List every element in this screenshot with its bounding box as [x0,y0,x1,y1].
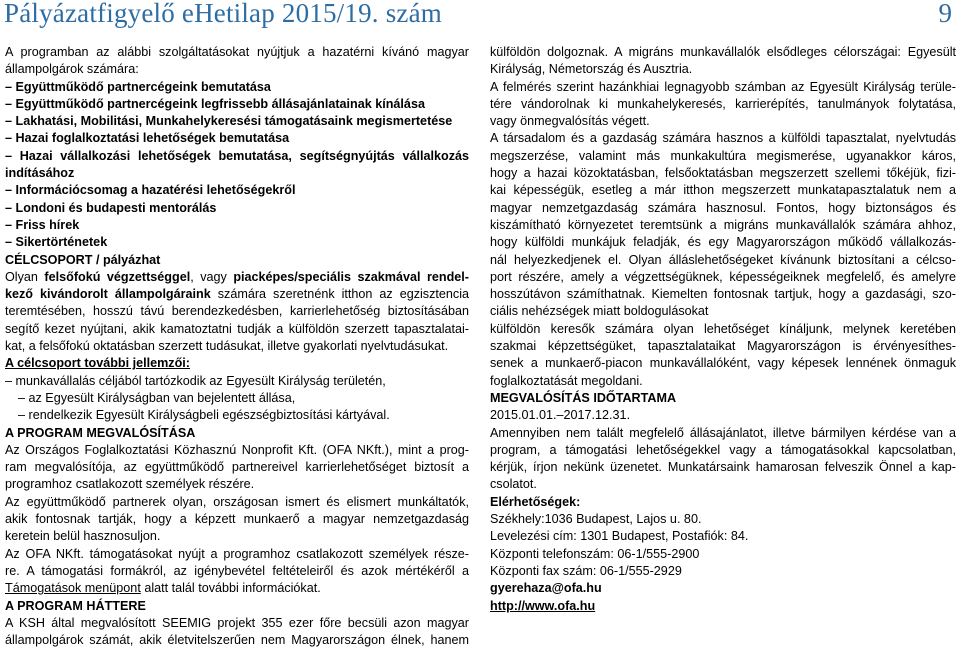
body-text: ciális nehézségek miatt boldogulásokat [490,304,709,319]
service-item: – Hazai foglalkoztatási lehetőségek bemutatása [5,131,290,146]
contact-phone: Központi telefonszám: 06-1/555-2900 [490,546,700,561]
body-text: tére vándorolnak ki munkahelykeresés, karrierépítés, tanulmányok folytatása, [490,96,956,111]
implementation-text: Az OFA NKft. támogatásokat nyújt a programhoz csatlakozott személyek része- [5,546,469,561]
target-group-text: segítő kezet nyújtani, akik kamatoztatni tudják a külföldön szerzett tapasztalatai- [5,321,469,336]
body-text: foglalkoztatását megoldani. [490,373,643,388]
target-group-text: kat, a felsőfokú oktatásban szerzett tudásukat, illetve gyakorlati nyelvtudásukat. [5,339,449,354]
characteristic-item: – rendelkezik Egyesült Királyságbeli egészségbiztosítási kártyával. [18,408,390,423]
implementation-text: ram megvalósítója, az együttműködő partnereivel karrierlehetőséget biztosít a [5,460,469,475]
body-text: Királyság, Németország és Ausztria. [490,62,693,77]
characteristic-item: – az Egyesült Királyságban van bejelentett állása, [18,390,296,405]
service-item: – Sikertörténetek [5,235,108,250]
body-text: külföldön dolgoznak. A migráns munkavállalók elsődleges célországai: Egyesült [490,45,956,59]
page-header [0,0,960,38]
body-text: hosszútávon számíthatnak. Kiemelten fontosnak tartjuk, hogy a gazdasági, szo- [490,287,956,302]
implementation-text: Támogatások menüpont alatt talál további információkat. [5,581,321,596]
body-text: program, a támogatási lehetőségekkel vagy a támogatásokkal kapcsolatban, [490,442,956,457]
contact-fax: Központi fax szám: 06-1/555-2929 [490,563,682,578]
body-text: senek a munkaerő-piacon munkavállalóként, vagy képesek lennének önmaguk [490,356,956,371]
body-text: magyar nemzetgazdaság számára hasznosul. Fontos, hogy biztonságos és [490,200,956,215]
background-heading: A PROGRAM HÁTTERE [5,598,146,613]
service-item: – Londoni és budapesti mentorálás [5,200,217,215]
target-group-text: Olyan felsőfokú végzettséggel, vagy piacképes/speciális szakmával rendel- [5,269,469,284]
body-text: hogy külföldi munkájuk feladják, és egy Magyarországon működő vállalkozás- [490,235,956,250]
background-text: állampolgárok számát, akik életvitelszerűen nem Magyarországon élnek, hanem [5,633,469,648]
implementation-text: Az Országos Foglalkoztatási Közhasznú Nonprofit Kft. (OFA NKft.), mint a prog- [5,442,469,457]
contact-heading: Elérhetőségek: [490,494,581,509]
website-link[interactable]: http://www.ofa.hu [490,598,596,613]
support-menu-link[interactable]: Támogatások menüpont [5,581,141,596]
body-text: megszerzése, valamint más munkakultúra megismerése, ugyanakkor káros, [490,148,956,163]
target-group-text: teremtésében, hosszú távú berendezkedésben, karrierlehetőség biztosításában [5,304,469,319]
duration-heading: MEGVALÓSÍTÁS IDŐTARTAMA [490,390,677,405]
implementation-text: re. A támogatási formákról, az igénybevétel feltételeiről és azok mértékéről a [5,563,469,578]
implementation-heading: A PROGRAM MEGVALÓSÍTÁSA [5,425,196,440]
left-column [5,44,469,649]
service-item: – Lakhatási, Mobilitási, Munkahelykeresési támogatásaink megismertetése [5,114,453,129]
target-group-text: kező kivándorolt állampolgáraink számára szeretnénk itthon az egzisztencia [5,287,469,302]
body-text: vagy önmegvalósítás végett. [490,114,650,129]
intro-text: A programban az alábbi szolgáltatásokat nyújtjuk a hazatérni kívánó magyar [5,45,469,59]
body-text: szakmai képzettségüket, tapasztalataikat Magyarországon is érvényesíthes- [490,339,956,354]
body-text: kai képességük, esetleg a már itthon megszerzett munkatapasztalatuk nem a [490,183,956,198]
service-item: – Együttműködő partnercégeink bemutatása [5,79,271,94]
body-text: kiszámítható környezetet teremtsünk a migráns munkavállalók számára ahhoz, [490,217,956,232]
right-column [490,44,956,615]
body-text: A felmérés szerint hazánkhiai legnagyobb számban az Egyesült Királyság terüle- [490,79,956,94]
implementation-text: programhoz csatlakozott személyek részére. [5,477,255,492]
service-item: – Információcsomag a hazatérési lehetőségekről [5,183,296,198]
implementation-text: Az együttműködő partnerek olyan, országosan ismert és elismert munkáltatók, [5,494,469,509]
intro-text: állampolgárok számára: [5,62,139,77]
contact-postal: Levelezési cím: 1301 Budapest, Postafiók: 84. [490,529,749,544]
background-text: A KSH által megvalósított SEEMIG projekt 355 ezer főre becsüli azon magyar [5,615,469,630]
newsletter-title: Pályázatfigyelő eHetilap 2015/19. szám [4,0,442,28]
target-group-heading: CÉLCSOPORT / pályázhat [5,252,161,267]
body-text: csolatot. [490,477,537,492]
characteristic-item: – munkavállalás céljából tartózkodik az Egyesült Királyság területén, [5,373,386,388]
duration-value: 2015.01.01.–2017.12.31. [490,408,631,423]
body-text: A társadalom és a gazdaság számára hasznos a külföldi tapasztalat, nyelvtudás [490,131,956,146]
implementation-text: keretein belül hasznosuljon. [5,529,161,544]
body-text: kérjük, írjon nekünk üzenetet. Munkatársaink hamarosan felveszik Önnel a kap- [490,460,956,475]
body-text: külföldön keresők számára olyan lehetőséget kínáljunk, melynek keretében [490,321,956,336]
service-item: – Hazai vállalkozási lehetőségek bemutatása, segítségnyújtás vállalkozás [5,148,469,163]
service-item: – Együttműködő partnercégeink legfrissebb állásajánlatainak kínálása [5,96,425,111]
body-text: port részére, amely a végzettségüknek, képességeiknek megfelelő, és amelyre [490,269,956,284]
body-text: Amennyiben nem talált megfelelő állásajánlatot, illetve bármilyen kérdése van a [490,425,956,440]
body-text: nál helyezkedjenek el. Olyan álláslehetőségeket kívánunk biztosítani a célcso- [490,252,956,267]
implementation-text: akik fontosnak tartják, hogy a képzett munkaerő a magyar nemzetgazdaság [5,512,469,527]
body-text: hogy a hazai közoktatásban, felsőoktatásban megszerzett szellemi tőkéjük, fizi- [490,166,956,181]
contact-address: Székhely:1036 Budapest, Lajos u. 80. [490,512,702,527]
page-number: 9 [938,0,952,28]
service-item: indításához [5,166,75,181]
service-item: – Friss hírek [5,217,80,232]
contact-email-link[interactable]: gyerehaza@ofa.hu [490,581,602,596]
characteristics-heading: A célcsoport további jellemzői: [5,356,190,371]
